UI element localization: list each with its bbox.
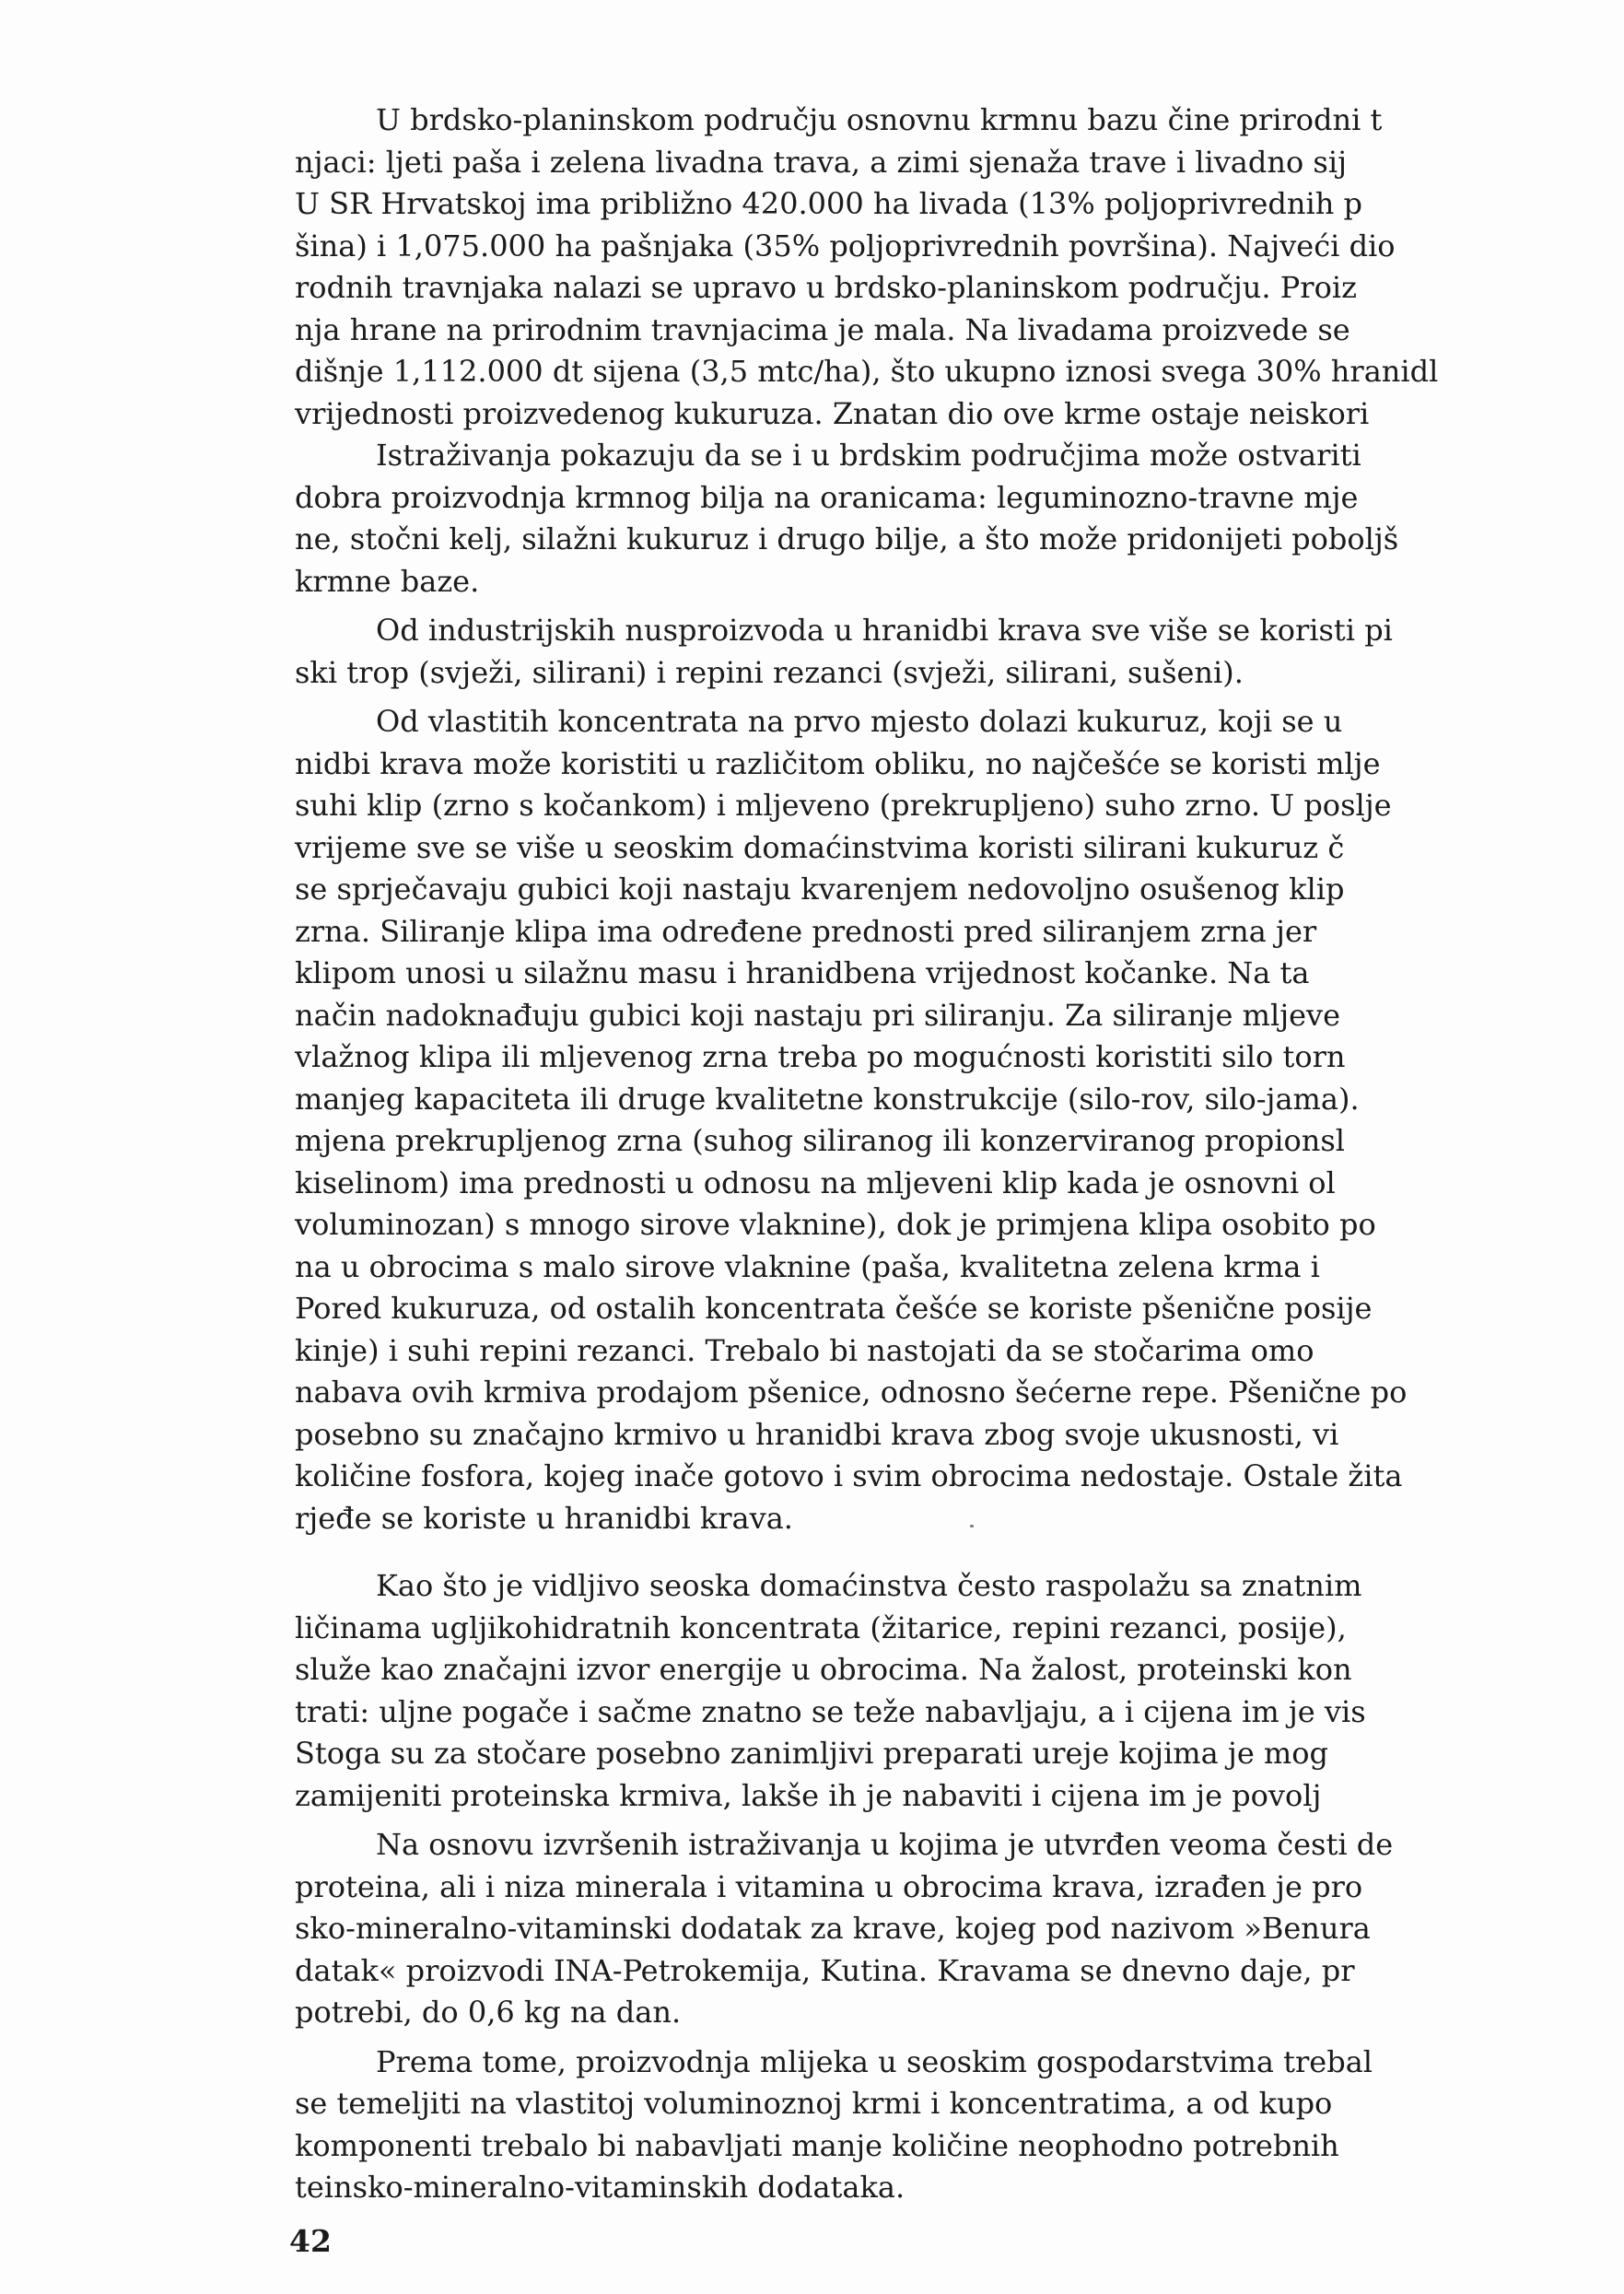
text-line: Od vlastitih koncentrata na prvo mjesto dolazi kukuruz, koji se u [376, 704, 1343, 739]
text-line: šina) i 1,075.000 ha pašnjaka (35% poljoprivrednih površina). Najveći dio [295, 228, 1396, 263]
text-line: rodnih travnjaka nalazi se upravo u brdsko-planinskom području. Proiz [295, 270, 1357, 305]
text-line: se temeljiti na vlastitoj voluminoznoj krmi i koncentratima, a od kupo [295, 2086, 1333, 2121]
page-number: 42 [289, 2223, 332, 2259]
scan-speck [970, 1525, 974, 1527]
paragraph-grassland [295, 99, 1584, 435]
text-line: dišnje 1,112.000 dt sijena (3,5 mtc/ha), što ukupno iznosi svega 30% hranidl [295, 354, 1439, 389]
text-line: zamijeniti proteinska krmiva, lakše ih je nabaviti i cijena im je povolj [295, 1777, 1322, 1813]
text-line: datak« proizvodi INA-Petrokemija, Kutina. Kravama se dnevno daje, pr [295, 1952, 1355, 1988]
text-line: rjeđe se koriste u hranidbi krava. [295, 1500, 793, 1536]
text-line: potrebi, do 0,6 kg na dan. [295, 1995, 682, 2030]
text-line: njaci: ljeti paša i zelena livadna trava, a zimi sjenaža trave i livadno sij [295, 144, 1347, 180]
text-line: posebno su značajno krmivo u hranidbi krava zbog svoje ukusnosti, vi [295, 1416, 1339, 1452]
text-line: zrna. Siliranje klipa ima određene prednosti pred siliranjem zrna jer [295, 913, 1317, 949]
text-line: se sprječavaju gubici koji nastaju kvarenjem nedovoljno osušenog klip [295, 872, 1345, 907]
paragraph-conclusion [295, 2042, 1584, 2209]
text-line: teinsko-mineralno-vitaminskih dodataka. [295, 2170, 905, 2205]
text-line: ličinama ugljikohidratnih koncentrata (žitarice, repini rezanci, posije), [295, 1609, 1347, 1645]
text-line: komponenti trebalo bi nabavljati manje količine neophodno potrebnih [295, 2127, 1339, 2163]
text-line: Na osnovu izvršenih istraživanja u kojima je utvrđen veoma česti de [376, 1827, 1394, 1862]
text-line: dobra proizvodnja krmnog bilja na oranicama: leguminozno-travne mje [295, 479, 1359, 515]
paragraph-supplement [295, 1824, 1584, 2034]
paragraph-research [295, 435, 1584, 603]
text-line: nidbi krava može koristiti u različitom obliku, no najčešće se koristi mlje [295, 745, 1381, 781]
body-text [295, 99, 1584, 2209]
text-line: Kao što je vidljivo seoska domaćinstva često raspolažu sa znatnim [376, 1568, 1362, 1603]
text-line: vlažnog klipa ili mljevenog zrna treba po mogućnosti koristiti silo torn [295, 1039, 1346, 1074]
paragraph-concentrates [295, 701, 1584, 1539]
text-line: kinje) i suhi repini rezanci. Trebalo bi nastojati da se stočarima omo [295, 1332, 1314, 1368]
text-line: Stoga su za stočare posebno zanimljivi preparati ureje kojima je mog [295, 1736, 1329, 1771]
text-line: U SR Hrvatskoj ima približno 420.000 ha livada (13% poljoprivrednih p [295, 186, 1363, 221]
text-line: krmne baze. [295, 563, 480, 599]
text-line: Pored kukuruza, od ostalih koncentrata češće se koriste pšenične posije [295, 1291, 1373, 1326]
text-line: vrijeme sve se više u seoskim domaćinstvima koristi silirani kukuruz č [295, 829, 1345, 865]
text-line: kiselinom) ima prednosti u odnosu na mljeveni klip kada je osnovni ol [295, 1165, 1336, 1200]
text-line: mjena prekrupljenog zrna (suhog siliranog ili konzerviranog propionsl [295, 1123, 1346, 1158]
text-line: klipom unosi u silažnu masu i hranidbena vrijednost kočanke. Na ta [295, 955, 1310, 990]
text-line: ne, stočni kelj, silažni kukuruz i drugo bilje, a što može pridonijeti poboljš [295, 521, 1399, 556]
text-line: služe kao značajni izvor energije u obrocima. Na žalost, proteinski kon [295, 1652, 1352, 1687]
text-line: proteina, ali i niza minerala i vitamina u obrocima krava, izrađen je pro [295, 1868, 1363, 1904]
text-line: nja hrane na prirodnim travnjacima je mala. Na livadama proizvede se [295, 311, 1350, 347]
text-line: sko-mineralno-vitaminski dodatak za krave, kojeg pod nazivom »Benura [295, 1911, 1371, 1946]
text-line: trati: uljne pogače i sačme znatno se teže nabavljaju, a i cijena im je vis [295, 1693, 1366, 1729]
text-line: voluminozan) s mnogo sirove vlaknine), dok je primjena klipa osobito po [295, 1207, 1376, 1242]
text-line: vrijednosti proizvedenog kukuruza. Znatan dio ove krme ostaje neiskori [295, 395, 1370, 431]
text-line: manjeg kapaciteta ili druge kvalitetne konstrukcije (silo-rov, silo-jama). [295, 1081, 1360, 1117]
text-line: suhi klip (zrno s kočankom) i mljeveno (prekrupljeno) suho zrno. U poslje [295, 788, 1392, 823]
text-line: Od industrijskih nusproizvoda u hranidbi krava sve više se koristi pi [376, 613, 1393, 648]
text-line: nabava ovih krmiva prodajom pšenice, odnosno šećerne repe. Pšenične po [295, 1375, 1408, 1410]
text-line: Istraživanja pokazuju da se i u brdskim područjima može ostvariti [376, 438, 1361, 473]
paragraph-carbohydrate [295, 1565, 1584, 1817]
text-line: Prema tome, proizvodnja mlijeka u seoskim gospodarstvima trebal [376, 2043, 1373, 2079]
paragraph-byproducts [295, 610, 1584, 694]
text-line: količine fosfora, kojeg inače gotovo i svim obrocima nedostaje. Ostale žita [295, 1458, 1403, 1493]
text-line: U brdsko-planinskom području osnovnu krmnu bazu čine prirodni t [376, 102, 1383, 137]
text-line: na u obrocima s malo sirove vlaknine (paša, kvalitetna zelena krma i [295, 1248, 1320, 1284]
text-line: način nadoknađuju gubici koji nastaju pri siliranju. Za siliranje mljeve [295, 997, 1341, 1033]
text-line: ski trop (svježi, silirani) i repini rezanci (svježi, silirani, sušeni). [295, 654, 1244, 690]
